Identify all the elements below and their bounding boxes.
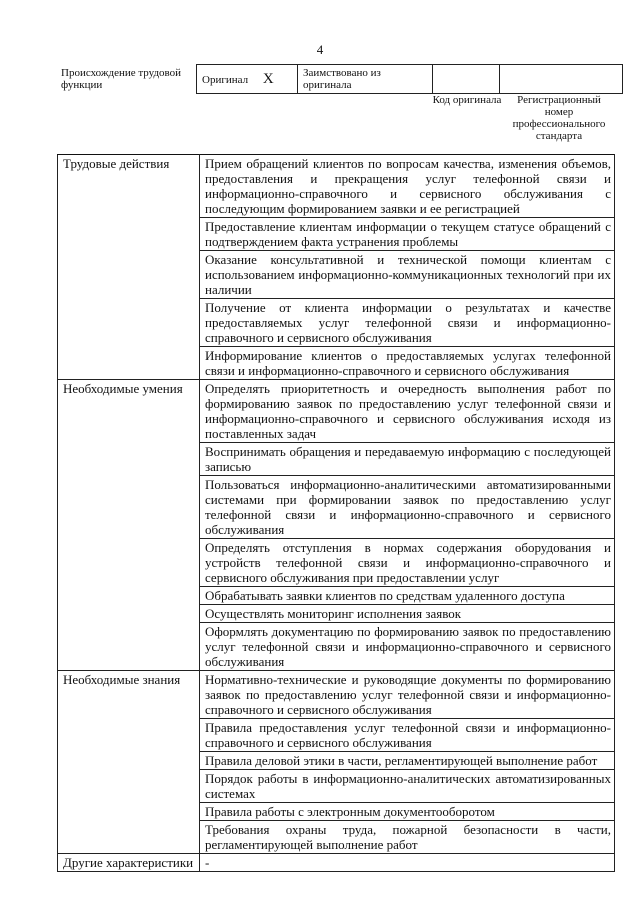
original-mark: X: [262, 70, 274, 87]
table-row: [58, 347, 615, 380]
section-title: Другие характеристики: [58, 854, 200, 872]
section-title-spacer: [58, 770, 200, 803]
table-row: [58, 155, 615, 218]
section-item: Определять приоритетность и очередность выполнения работ по формированию заявок по предоставлению услуг телефонной связи и информационно-справочного и сервисного обслуживания исходя из поставленных задач: [200, 380, 615, 443]
section-item: Обрабатывать заявки клиентов по средствам удаленного доступа: [200, 587, 615, 605]
table-row: [58, 752, 615, 770]
section-title-spacer: [58, 719, 200, 752]
original-cell: [197, 65, 298, 94]
section-title: Необходимые знания: [58, 671, 200, 719]
table-row: [58, 803, 615, 821]
table-row: [58, 605, 615, 623]
table-row: [58, 671, 615, 719]
section-item: Предоставление клиентам информации о текущем статусе обращений с подтверждением факта устранения проблемы: [200, 218, 615, 251]
table-row: [58, 623, 615, 671]
section-item: Оказание консультативной и технической помощи клиентам с использованием информационно-коммуникационных технологий при их наличии: [200, 251, 615, 299]
table-row: [58, 770, 615, 803]
table-row: [58, 719, 615, 752]
section-item: Правила деловой этики в части, регламентирующей выполнение работ: [200, 752, 615, 770]
section-title-spacer: [58, 803, 200, 821]
section-item: Оформлять документацию по формированию заявок по предоставлению услуг телефонной связи и информационно-справочного и сервисного обслуживания: [200, 623, 615, 671]
section-item: Осуществлять мониторинг исполнения заявок: [200, 605, 615, 623]
table-row: [58, 854, 615, 872]
original-label: Оригинал: [202, 73, 249, 86]
section-item: -: [200, 854, 615, 872]
table-row: [58, 251, 615, 299]
code-cell: [433, 65, 500, 94]
table-row: [58, 476, 615, 539]
section-title-spacer: [58, 443, 200, 476]
section-title-spacer: [58, 539, 200, 587]
section-item: Пользоваться информационно-аналитическими автоматизированными системами при формировании заявок по предоставлению услуг телефонной связи и информационно-справочного и сервисного обслуживания: [200, 476, 615, 539]
table-row: [58, 443, 615, 476]
table-row: [58, 299, 615, 347]
reg-number-label: Регистрационный номер профессионального стандарта: [512, 94, 606, 142]
section-title-spacer: [58, 476, 200, 539]
section-item: Правила предоставления услуг телефонной связи и информационно-справочного и сервисного обслуживания: [200, 719, 615, 752]
origin-table: [196, 64, 623, 94]
section-item: Порядок работы в информационно-аналитических автоматизированных системах: [200, 770, 615, 803]
section-title: Необходимые умения: [58, 380, 200, 443]
reg-number-cell: [500, 65, 623, 94]
table-row: [58, 587, 615, 605]
section-item: Нормативно-технические и руководящие документы по формированию заявок по предоставлению услуг телефонной связи и информационно-справочного и сервисного обслуживания: [200, 671, 615, 719]
page-number: 4: [316, 42, 324, 57]
section-title-spacer: [58, 347, 200, 380]
section-title: Трудовые действия: [58, 155, 200, 218]
borrowed-cell: Заимствовано из оригинала: [298, 65, 433, 94]
section-item: Воспринимать обращения и передаваемую информацию с последующей записью: [200, 443, 615, 476]
table-row: [58, 380, 615, 443]
section-title-spacer: [58, 605, 200, 623]
section-title-spacer: [58, 623, 200, 671]
origin-label: Происхождение трудовой функции: [61, 67, 182, 91]
code-label: Код оригинала: [432, 94, 502, 106]
section-item: Правила работы с электронным документооборотом: [200, 803, 615, 821]
section-title-spacer: [58, 587, 200, 605]
section-title-spacer: [58, 218, 200, 251]
section-item: Прием обращений клиентов по вопросам качества, изменения объемов, предоставления и прекращения услуг телефонной связи и информационно-справочного и сервисного обслуживания с последующим формированием заявки и ее регистрацией: [200, 155, 615, 218]
section-item: Требования охраны труда, пожарной безопасности в части, регламентирующей выполнение работ: [200, 821, 615, 854]
table-row: [58, 539, 615, 587]
section-title-spacer: [58, 752, 200, 770]
table-row: [58, 218, 615, 251]
section-title-spacer: [58, 299, 200, 347]
section-item: Информирование клиентов о предоставляемых услугах телефонной связи и информационно-справочного и сервисного обслуживания: [200, 347, 615, 380]
section-title-spacer: [58, 821, 200, 854]
section-title-spacer: [58, 251, 200, 299]
table-row: [58, 821, 615, 854]
section-item: Определять отступления в нормах содержания оборудования и устройств телефонной связи и информационно-справочного и сервисного обслуживания при предоставлении услуг: [200, 539, 615, 587]
section-item: Получение от клиента информации о результатах и качестве предоставляемых услуг телефонной связи и информационно-справочного и сервисного обслуживания: [200, 299, 615, 347]
function-table: [57, 154, 615, 872]
